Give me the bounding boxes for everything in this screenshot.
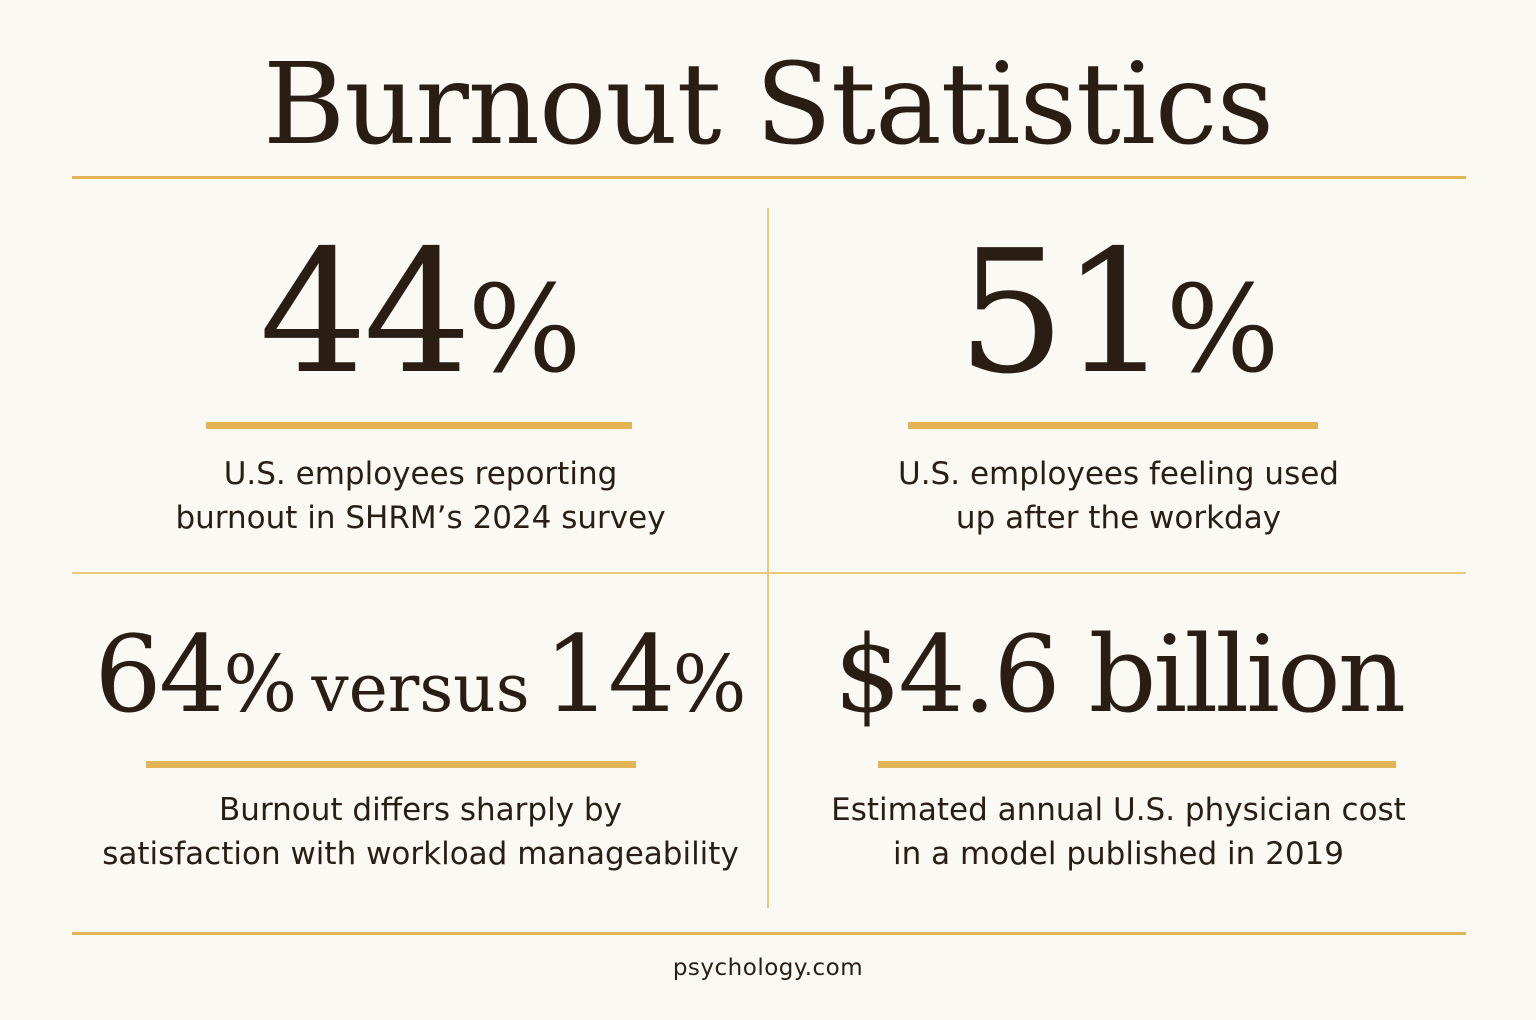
- stat-caption-line: U.S. employees reporting: [223, 456, 618, 492]
- stat-underline: [206, 422, 632, 429]
- stat-card-used-up: [770, 200, 1467, 560]
- stat-number-a: 64: [94, 613, 224, 736]
- stat-underline: [878, 761, 1396, 768]
- stat-value: $4.6 billion: [833, 613, 1404, 736]
- title-divider: [72, 176, 1466, 179]
- stat-unit: %: [467, 261, 582, 400]
- middle-divider: [72, 572, 1466, 574]
- stat-number-b: 14: [543, 613, 673, 736]
- stat-card-physician-cost: [770, 575, 1467, 935]
- page-title: Burnout Statistics: [262, 40, 1274, 170]
- stat-value: [72, 214, 769, 426]
- stat-number: 44: [259, 214, 468, 412]
- stat-value: [770, 214, 1467, 426]
- stat-caption-line: satisfaction with workload manageability: [102, 836, 739, 872]
- stat-connector: versus: [311, 650, 530, 727]
- source-footer: psychology.com: [672, 955, 864, 981]
- stat-value: [72, 610, 769, 754]
- stat-caption-line: U.S. employees feeling used: [898, 456, 1339, 492]
- stat-card-burnout-reporting: [72, 200, 769, 560]
- stat-caption-line: Burnout differs sharply by: [219, 792, 622, 828]
- stat-caption: [72, 788, 769, 876]
- stat-caption-line: up after the workday: [955, 500, 1282, 536]
- stat-caption: [72, 452, 769, 540]
- stat-underline: [908, 422, 1318, 429]
- stat-caption-line: Estimated annual U.S. physician cost: [831, 792, 1406, 828]
- stat-number: 51: [957, 214, 1166, 412]
- stat-caption-line: in a model published in 2019: [893, 836, 1344, 872]
- stat-card-workload-comparison: [72, 575, 769, 935]
- stat-unit-b: %: [672, 640, 747, 730]
- stat-caption: [770, 788, 1467, 876]
- stat-caption-line: burnout in SHRM’s 2024 survey: [175, 500, 666, 536]
- stat-unit-a: %: [223, 640, 298, 730]
- stat-caption: [770, 452, 1467, 540]
- stat-underline: [146, 761, 636, 768]
- stat-unit: %: [1165, 261, 1280, 400]
